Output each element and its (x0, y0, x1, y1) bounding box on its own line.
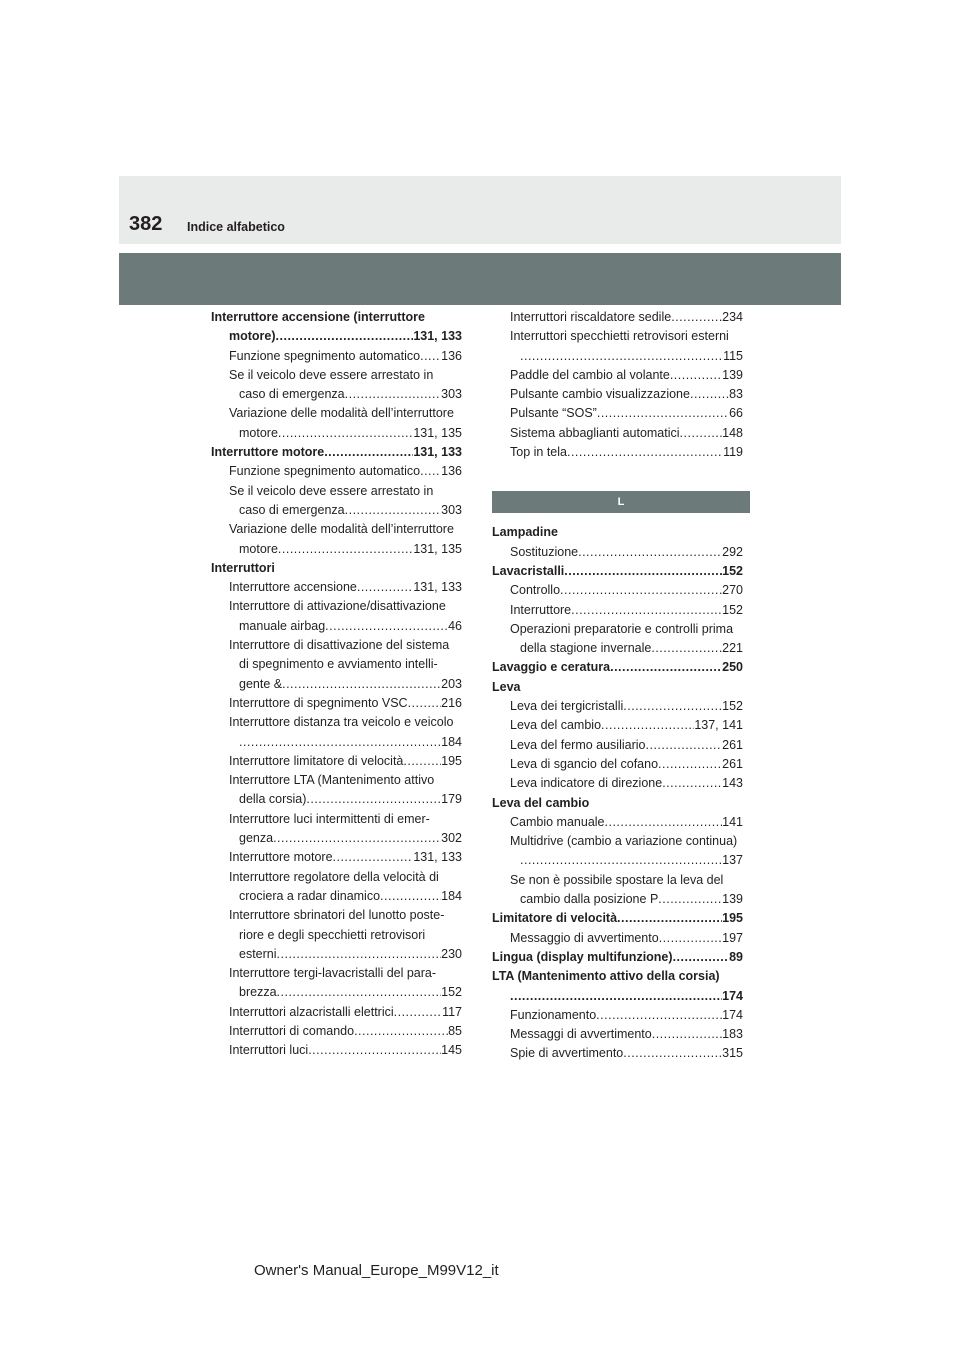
index-entry (492, 601, 743, 620)
page-reference: 152 (722, 699, 743, 714)
dot-leader (239, 733, 441, 752)
page-reference: 179 (441, 792, 462, 807)
index-entry (211, 694, 462, 713)
page-reference: 83 (729, 387, 743, 402)
page-reference: 184 (441, 734, 462, 749)
index-entry (492, 1025, 743, 1044)
index-entry (211, 675, 462, 694)
page-reference: 303 (441, 502, 462, 517)
entry-label: Pulsante “SOS” (510, 406, 597, 421)
dot-leader (354, 1022, 448, 1041)
dot-leader (670, 366, 722, 385)
dot-leader (306, 790, 441, 809)
entry-label: Paddle del cambio al volante (510, 367, 670, 382)
index-heading: Leva del cambio (492, 795, 590, 810)
index-entry (211, 1003, 462, 1022)
section-title: Indice alfabetico (187, 220, 285, 234)
entry-label: Funzione spegnimento automatico (229, 464, 421, 479)
index-entry-main (492, 909, 743, 928)
dot-leader (617, 909, 722, 928)
index-subentry-text: Interruttore distanza tra veicolo e veicolo (229, 715, 454, 730)
page-reference: 230 (441, 946, 462, 961)
page-reference: 183 (722, 1027, 743, 1042)
dot-leader (308, 1041, 441, 1060)
footer-text: Owner's Manual_Europe_M99V12_it (254, 1262, 499, 1279)
index-entry (492, 347, 743, 366)
entry-label: Interruttore (510, 602, 572, 617)
dot-leader (278, 424, 413, 443)
dot-leader (333, 848, 414, 867)
entry-label: Leva indicatore di direzione (510, 776, 663, 791)
page-reference: 302 (441, 831, 462, 846)
index-heading: Interruttore accensione (interruttore (211, 310, 425, 324)
index-entry (492, 639, 743, 658)
dot-leader (276, 327, 414, 346)
entry-label: Funzionamento (510, 1007, 597, 1022)
page-reference: 139 (722, 367, 743, 382)
index-subentry-text: Interruttore di attivazione/disattivazione (229, 599, 446, 614)
dot-leader (567, 443, 723, 462)
page-number: 382 (129, 213, 163, 235)
dot-leader (623, 1044, 722, 1063)
dot-leader (651, 639, 722, 658)
entry-label: Interruttori alzacristalli elettrici (229, 1004, 394, 1019)
index-entry (211, 347, 462, 366)
page-reference: 117 (442, 1004, 462, 1019)
page-reference: 195 (722, 911, 743, 926)
entry-label: Cambio manuale (510, 814, 605, 829)
page-reference: 139 (722, 892, 743, 907)
index-subentry-text: Interruttore luci intermittenti di emer- (229, 811, 430, 826)
page-reference: 221 (722, 641, 743, 656)
index-column-right (492, 308, 743, 1064)
index-subentry-text: Se il veicolo deve essere arrestato in (229, 483, 434, 498)
index-entry (211, 540, 462, 559)
entry-label: Sostituzione (510, 544, 579, 559)
dot-leader (324, 443, 413, 462)
page-reference: 292 (722, 544, 743, 559)
dot-leader (560, 581, 722, 600)
index-entry (492, 813, 743, 832)
dot-leader (578, 543, 722, 562)
page-reference: 303 (441, 387, 462, 402)
page-reference: 250 (722, 660, 743, 675)
page-reference: 197 (722, 930, 743, 945)
entry-label: Sistema abbaglianti automatici (510, 425, 680, 440)
dot-leader (658, 890, 722, 909)
index-subentry-text: Operazioni preparatorie e controlli prima (510, 621, 734, 636)
entry-label: brezza (239, 985, 277, 1000)
index-entry (492, 366, 743, 385)
index-subentry-text: Interruttore di disattivazione del sistema (229, 638, 450, 653)
entry-label: manuale airbag (239, 618, 326, 633)
index-heading: Interruttori (211, 560, 275, 575)
dot-leader (420, 462, 441, 481)
index-right-bottom-group (492, 523, 743, 1063)
index-entry (492, 716, 743, 735)
page-reference: 136 (441, 348, 462, 363)
page-reference: 137, 141 (694, 718, 743, 733)
entry-label: gente & (239, 676, 283, 691)
dot-leader (273, 829, 441, 848)
entry-label: Controllo (510, 583, 561, 598)
index-subentry-text: riore e degli specchietti retrovisori (239, 927, 426, 942)
index-entry (492, 1044, 743, 1063)
dot-leader (357, 578, 413, 597)
page-reference: 66 (729, 406, 743, 421)
page-reference: 148 (722, 425, 743, 440)
index-entry (211, 829, 462, 848)
dot-leader (282, 675, 441, 694)
page-reference: 152 (441, 985, 462, 1000)
page-reference: 131, 135 (413, 541, 462, 556)
page-reference: 85 (448, 1023, 462, 1038)
entry-label: motore) (229, 329, 276, 344)
index-entry (211, 462, 462, 481)
index-subentry-text: Interruttore LTA (Mantenimento attivo (229, 773, 435, 788)
page-reference: 270 (722, 583, 743, 598)
dot-leader (564, 562, 722, 581)
index-entry (492, 736, 743, 755)
index-heading: Lampadine (492, 525, 558, 540)
page-reference: 119 (723, 445, 743, 460)
page-reference: 315 (722, 1046, 743, 1061)
index-entry (211, 578, 462, 597)
entry-label: caso di emergenza (239, 387, 345, 402)
entry-label: motore (239, 541, 278, 556)
header-dark-band (119, 253, 841, 305)
dot-leader (673, 948, 730, 967)
index-column-left (211, 308, 462, 1061)
page-reference: 203 (441, 676, 462, 691)
dot-leader (605, 813, 723, 832)
index-entry-main (211, 327, 462, 346)
dot-leader (652, 1025, 722, 1044)
dot-leader (601, 716, 694, 735)
page-reference: 141 (722, 814, 743, 829)
entry-label: Interruttore limitatore di velocità (229, 753, 404, 768)
page-reference: 152 (722, 563, 743, 578)
dot-leader (345, 385, 442, 404)
page-reference: 234 (722, 310, 743, 324)
entry-label: Limitatore di velocità (492, 911, 618, 926)
index-entry (492, 697, 743, 716)
page-reference: 136 (441, 464, 462, 479)
index-entry (492, 385, 743, 404)
index-entry (492, 774, 743, 793)
index-subentry-text: Variazione delle modalità dell’interruttore (229, 406, 454, 421)
index-entry (211, 1022, 462, 1041)
entry-label: Leva del fermo ausiliario (510, 737, 646, 752)
page-reference: 143 (722, 776, 743, 791)
dot-leader (659, 929, 722, 948)
page-reference: 131, 133 (413, 329, 462, 344)
entry-label: genza (239, 831, 274, 846)
entry-label: Interruttori luci (229, 1043, 309, 1058)
entry-label: Leva dei tergicristalli (510, 699, 624, 714)
dot-leader (408, 694, 442, 713)
index-entry (492, 929, 743, 948)
index-entry (211, 848, 462, 867)
page-reference: 174 (722, 988, 743, 1003)
entry-label: Leva del cambio (510, 718, 602, 733)
index-heading: LTA (Mantenimento attivo della corsia) (492, 969, 720, 984)
index-entry (211, 983, 462, 1002)
index-subentry-text: Variazione delle modalità dell’interruttore (229, 522, 454, 537)
page-reference: 131, 133 (413, 580, 462, 595)
index-entry (492, 755, 743, 774)
page-reference: 89 (729, 949, 743, 964)
entry-label: Lavacristalli (492, 563, 565, 578)
dot-leader (403, 752, 441, 771)
dot-leader (662, 774, 722, 793)
dot-leader (690, 385, 729, 404)
entry-label: Pulsante cambio visualizzazione (510, 387, 690, 402)
dot-leader (278, 540, 413, 559)
page-reference: 131, 133 (413, 850, 462, 865)
index-subentry-text: Se il veicolo deve essere arrestato in (229, 367, 434, 382)
page-reference: 216 (441, 695, 462, 710)
entry-label: Funzione spegnimento automatico (229, 348, 421, 363)
dot-leader (325, 617, 448, 636)
entry-label: cambio dalla posizione P (520, 892, 659, 907)
dot-leader (623, 697, 722, 716)
index-entry (211, 617, 462, 636)
index-entry (492, 443, 743, 462)
index-entry-main (492, 658, 743, 677)
page-reference: 137 (722, 853, 743, 868)
dot-leader (680, 424, 723, 443)
entry-label: Leva di sgancio del cofano (510, 756, 659, 771)
index-entry (492, 404, 743, 423)
index-entry (211, 790, 462, 809)
entry-label: Lingua (display multifunzione) (492, 949, 673, 964)
index-entry (211, 945, 462, 964)
dot-leader (671, 308, 722, 327)
page-reference: 46 (448, 618, 462, 633)
dot-leader (277, 945, 442, 964)
page-reference: 115 (723, 348, 743, 363)
entry-label: motore (239, 425, 278, 440)
index-entry (492, 1006, 743, 1025)
index-subentry-text: di spegnimento e avviamento intelli- (239, 657, 438, 672)
dot-leader (520, 347, 723, 366)
page-reference: 195 (441, 753, 462, 768)
entry-label: Interruttore motore (211, 445, 325, 460)
page-reference: 261 (722, 756, 743, 771)
dot-leader (380, 887, 441, 906)
dot-leader (520, 851, 722, 870)
index-heading: Leva (492, 679, 521, 694)
entry-label: della corsia) (239, 792, 307, 807)
entry-label: crociera a radar dinamico (239, 888, 381, 903)
dot-leader (571, 601, 722, 620)
index-entry-main (211, 443, 462, 462)
index-entry (211, 733, 462, 752)
entry-label: Messaggio di avvertimento (510, 930, 659, 945)
dot-leader (345, 501, 442, 520)
page-reference: 145 (441, 1043, 462, 1058)
index-entry (492, 890, 743, 909)
entry-label: esterni (239, 946, 277, 961)
index-subentry-text: Interruttore regolatore della velocità di (229, 869, 439, 884)
index-entry (211, 424, 462, 443)
dot-leader (658, 755, 722, 774)
entry-label: Interruttore di spegnimento VSC (229, 695, 408, 710)
page-reference: 152 (722, 602, 743, 617)
index-subentry-text: Multidrive (cambio a variazione continua) (510, 834, 738, 849)
page-reference: 174 (722, 1007, 743, 1022)
dot-leader (420, 347, 441, 366)
dot-leader (277, 983, 442, 1002)
index-entry (211, 752, 462, 771)
index-subentry-text: Interruttore tergi-lavacristalli del para- (229, 966, 437, 981)
dot-leader (646, 736, 723, 755)
entry-label: della stagione invernale (520, 641, 652, 656)
index-subentry-text: Se non è possibile spostare la leva del (510, 872, 724, 887)
entry-label: Interruttori di comando (229, 1023, 355, 1038)
index-entry-main (492, 562, 743, 581)
entry-label: Top in tela (510, 445, 567, 460)
entry-label: Interruttori riscaldatore sedile (510, 310, 672, 324)
index-entry (492, 424, 743, 443)
entry-label: Interruttore motore (229, 850, 333, 865)
page-reference: 131, 133 (413, 445, 462, 460)
entry-label: caso di emergenza (239, 502, 345, 517)
index-entry-main (492, 948, 743, 967)
index-subentry-text: Interruttore sbrinatori del lunotto poste- (229, 908, 445, 923)
entry-label: Interruttore accensione (229, 580, 357, 595)
index-entry (492, 543, 743, 562)
dot-leader (596, 1006, 722, 1025)
index-entry (211, 1041, 462, 1060)
index-entry (211, 887, 462, 906)
index-entry (492, 851, 743, 870)
index-right-top-group (492, 308, 743, 462)
letter-section-header: L (492, 491, 750, 513)
dot-leader (610, 658, 722, 677)
page-reference: 261 (722, 737, 743, 752)
dot-leader (394, 1003, 442, 1022)
index-entry (492, 581, 743, 600)
index-entry (211, 501, 462, 520)
dot-leader (597, 404, 729, 423)
page-reference: 184 (441, 888, 462, 903)
page-reference: 131, 135 (413, 425, 462, 440)
index-subentry-text: Interruttori specchietti retrovisori esterni (510, 329, 729, 344)
entry-label: Lavaggio e ceratura (492, 660, 611, 675)
index-entry-main (492, 987, 743, 1006)
entry-label: Spie di avvertimento (510, 1046, 624, 1061)
index-entry (492, 308, 743, 327)
dot-leader (510, 987, 722, 1006)
entry-label: Messaggi di avvertimento (510, 1027, 652, 1042)
index-entry (211, 385, 462, 404)
